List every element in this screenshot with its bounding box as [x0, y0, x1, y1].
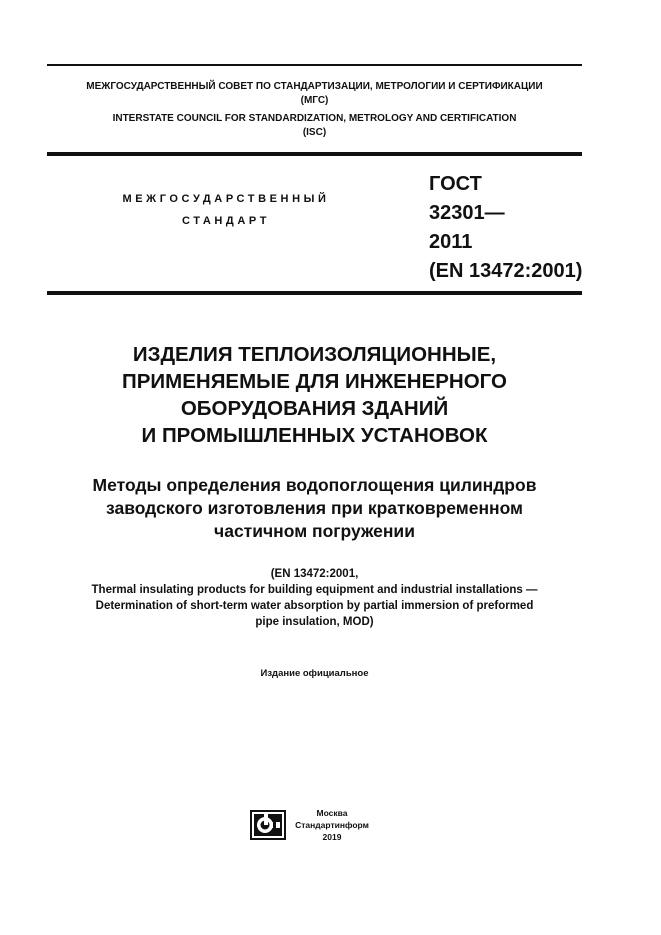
gost-code-line3: 2011 — [429, 231, 473, 253]
main-title-line1: ИЗДЕЛИЯ ТЕПЛОИЗОЛЯЦИОННЫЕ, — [132, 343, 497, 366]
council-en-line2: (ISC) — [302, 127, 327, 138]
gost-code-line1: ГОСТ — [429, 173, 482, 195]
standartinform-logo-icon — [250, 810, 286, 840]
subtitle-line3: частичном погружении — [214, 521, 415, 541]
gost-code — [429, 170, 582, 286]
english-title-line1: (EN 13472:2001, — [270, 568, 359, 580]
main-title-line4: И ПРОМЫШЛЕННЫХ УСТАНОВОК — [141, 424, 488, 447]
english-title-line2: Thermal insulating products for building equipment and industrial installations — — [91, 584, 538, 596]
english-title-line4: pipe insulation, MOD) — [255, 616, 374, 628]
standard-rule — [47, 291, 582, 295]
standard-type-line1: МЕЖГОСУДАРСТВЕННЫЙ — [122, 193, 330, 205]
subtitle-line2: заводского изготовления при кратковременном — [106, 498, 523, 518]
publisher-city: Москва — [316, 808, 348, 818]
main-title — [47, 341, 582, 449]
english-title — [47, 566, 582, 630]
subtitle — [47, 474, 582, 543]
standard-type-line2: СТАНДАРТ — [181, 215, 271, 227]
publisher-name: Стандартинформ — [295, 820, 369, 830]
gost-code-line2: 32301— — [429, 202, 505, 224]
gost-code-line4: (EN 13472:2001) — [429, 260, 583, 282]
english-title-line3: Determination of short-term water absorption by partial immersion of preformed — [95, 600, 534, 612]
publisher-year: 2019 — [322, 832, 342, 842]
standard-type-label — [100, 188, 352, 232]
top-rule — [47, 64, 582, 66]
publisher-info — [290, 807, 374, 843]
edition-label: Издание официальное — [260, 668, 369, 679]
main-title-line2: ПРИМЕНЯЕМЫЕ ДЛЯ ИНЖЕНЕРНОГО — [122, 370, 507, 393]
council-ru-line2: (МГС) — [300, 95, 329, 106]
council-header — [47, 80, 582, 140]
main-title-line3: ОБОРУДОВАНИЯ ЗДАНИЙ — [180, 397, 449, 420]
header-rule — [47, 152, 582, 156]
council-en-line1: INTERSTATE COUNCIL FOR STANDARDIZATION, METROLOGY AND CERTIFICATION — [112, 113, 517, 124]
subtitle-line1: Методы определения водопоглощения цилиндров — [92, 475, 537, 495]
council-ru-line1: МЕЖГОСУДАРСТВЕННЫЙ СОВЕТ ПО СТАНДАРТИЗАЦИИ, МЕТРОЛОГИИ И СЕРТИФИКАЦИИ — [86, 81, 543, 92]
